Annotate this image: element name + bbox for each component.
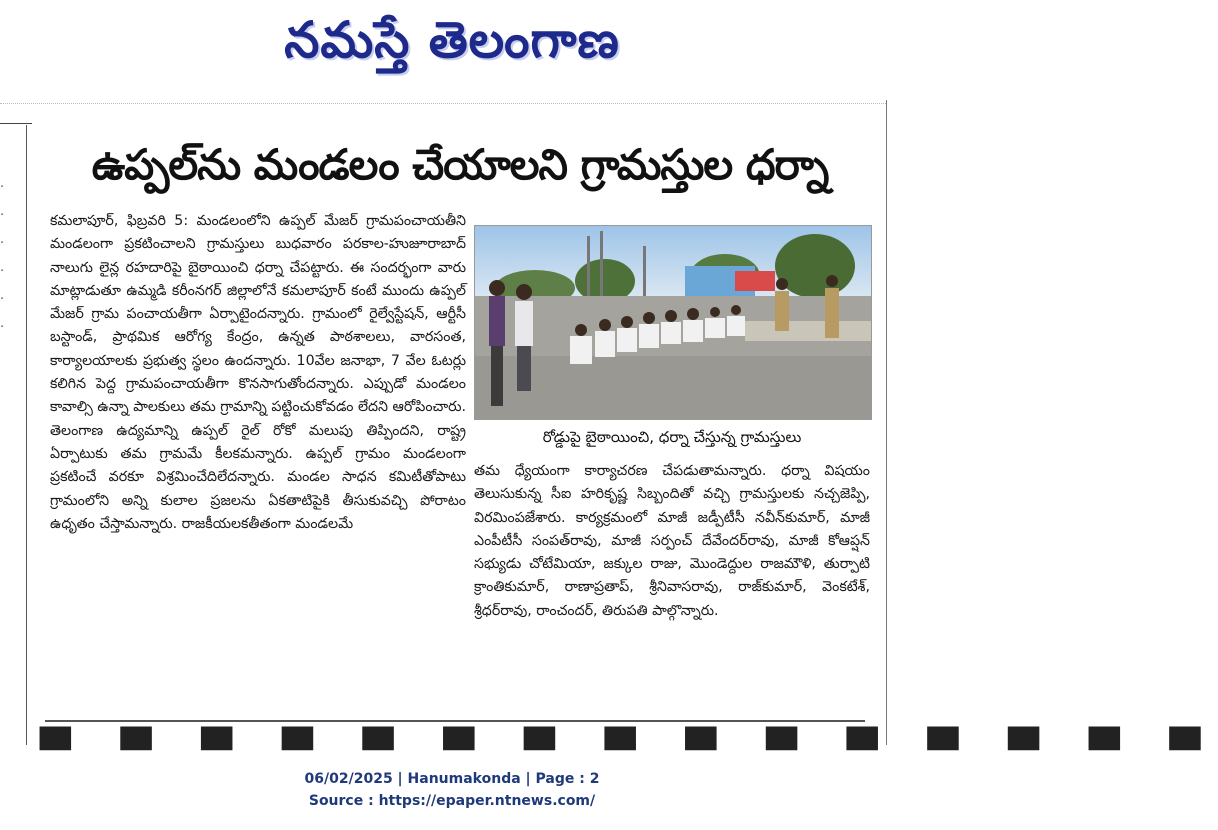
source-link[interactable]: Source : https://epaper.ntnews.com/ [308,793,596,809]
next-article-headline-fragment [40,728,1218,774]
cropped-glyph: · [0,236,5,251]
article-headline: ఉప్పల్‌ను మండలం చేయాలని గ్రామస్తుల ధర్నా [91,140,829,189]
photo-caption: రోడ్డుపై బైఠాయించి, ధర్నా చేస్తున్న గ్రామస్తులు [542,428,802,446]
article-body-right-column: తమ ధ్యేయంగా కార్యాచరణ చేపడుతామన్నారు. ధర్నా విషయం తెలుసుకున్న సీఐ హరికృష్ణ సిబ్బందితో వచ్చి గ్రామస్తులకు నచ్చజెప్పి, విరమింపజేశారు. కార్యక్రమంలో మాజీ జడ్పీటీసీ నవీన్‌కుమార్, మాజీ ఎంపీటీసీ సంపత్‌రావు, మాజీ సర్పంచ్ దేవేందర్‌రావు, మాజీ కోఆప్షన్ సభ్యుడు చోటేమియా, జక్కుల రాజు, మొండెద్దుల రాజమౌళి, తుర్పాటి క్రాంతికుమార్, రాణాప్రతాప్, శ్రీనివాసరావు, రాజ్‌కుమార్, వెంకటేశ్, శ్రీధర్‌రావు, రాంచందర్, తిరుపతి పాల్గొన్నారు. [474,463,870,619]
article-photo [474,225,872,420]
masthead-title: నమస్తే తెలంగాణ [284,11,620,69]
cropped-glyph: · [0,292,5,307]
left-column-separator [26,125,27,745]
left-column-rule [0,123,32,124]
top-divider [0,103,886,104]
cropped-headline-glyphs: ▀ ▀ ▀ ▀ ▀ ▀ ▀ ▀ ▀ ▀ ▀ ▀ ▀ ▀ ▀ [40,728,1218,774]
masthead [0,0,904,80]
cropped-glyph: · [0,180,5,195]
edition-info: 06/02/2025 | Hanumakonda | Page : 2 [304,771,600,787]
right-column-separator [886,100,887,745]
protest-photo-illustration [475,226,871,419]
article-body-left-column: కమలాపూర్, ఫిబ్రవరి 5: మండలంలోని ఉప్పల్ మేజర్ గ్రామపంచాయతీని మండలంగా ప్రకటించాలని గ్రామస్తులు బుధవారం పరకాల-హుజూరాబాద్ నాలుగు లైన్ల రహదారిపై బైఠాయించి ధర్నా చేపట్టారు. ఈ సందర్భంగా వారు మాట్లాడుతూ ఉమ్మడి కరీంనగర్ జిల్లాలోనే కమలాపూర్ కంటే ముందు ఉప్పల్ మేజర్ గ్రామ పంచాయతీగా ఏర్పాటైందన్నారు. గ్రామంలో రైల్వేస్టేషన్, ఆర్టీసీ బస్టాండ్, ప్రాథమిక ఆరోగ్య కేంద్రం, ఉన్నత పాఠశాలలు, వారసంత, కార్యాలయాలకు ప్రభుత్వ స్థలం ఉందన్నారు. 10వేల జనాభా, 7 వేల ఓటర్లు కలిగిన పెద్ద గ్రామపంచాయతీగా కొనసాగుతోందన్నారు. ఎప్పుడో మండలం కావాల్సి ఉన్నా పాలకులు తమ గ్రామాన్ని పట్టించుకోవడం లేదని ఆరోపించారు. తెలంగాణ ఉద్యమాన్ని ఉప్పల్ రైల్ రోకో మలుపు తిప్పిందని, రాష్ట్ర ఏర్పాటుకు తమ గ్రామమే కీలకమన్నారు. ఉప్పల్ గ్రామం మండలంగా ప్రకటించే వరకూ విశ్రమించేదిలేదన్నారు. మండల సాధన కమిటీతోపాటు గ్రామంలోని అన్ని కులాల ప్రజలను ఏకతాటిపైకి తీసుకువచ్చి పోరాటం ఉధృతం చేస్తామన్నారు. రాజకీయలకతీతంగా మండలమే [50,213,466,532]
cropped-glyph: · [0,320,5,335]
cropped-adjacent-column [0,180,24,348]
page-footer [0,768,904,812]
bottom-divider [45,720,865,722]
cropped-glyph: · [0,208,5,223]
cropped-glyph: · [0,264,5,279]
